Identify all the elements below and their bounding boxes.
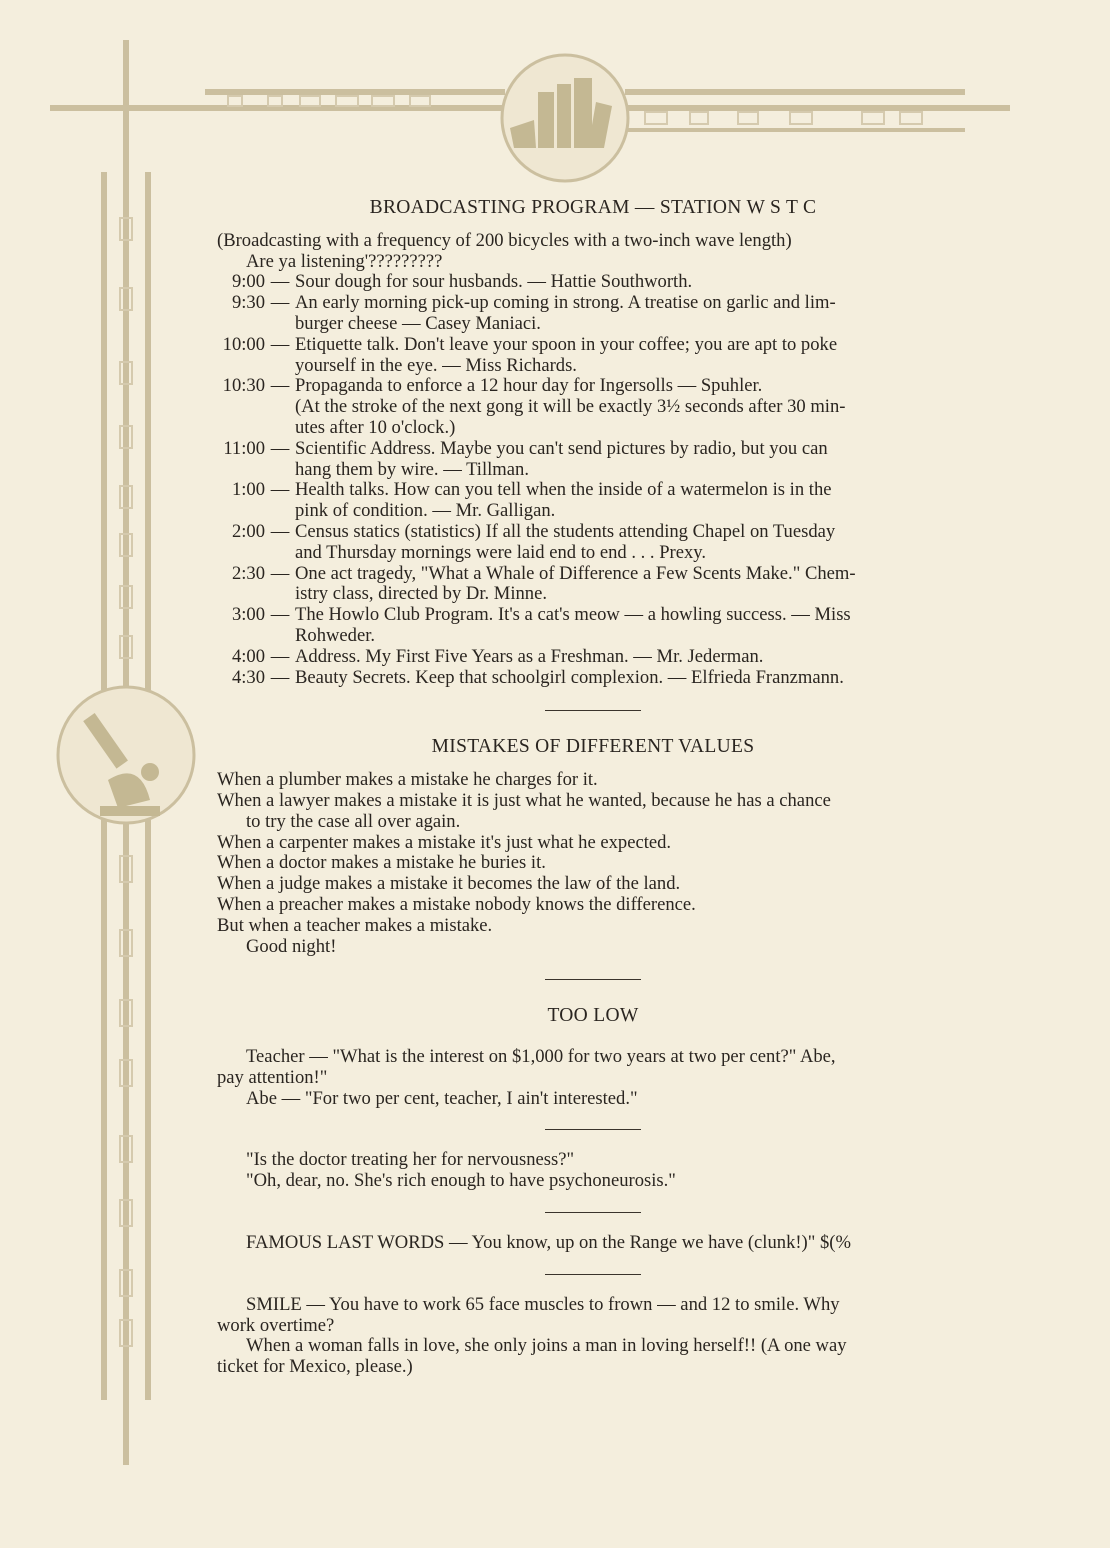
schedule-text: Census statics (statistics) If all the students attending Chapel on Tuesday (295, 520, 836, 542)
schedule-dash: — (270, 645, 290, 667)
schedule-time: 1:00 (231, 479, 265, 501)
nervous-line: "Oh, dear, no. She's rich enough to have psychoneurosis." (246, 1170, 676, 1192)
schedule-text: yourself in the eye. — Miss Richards. (295, 354, 577, 376)
schedule-text: Propaganda to enforce a 12 hour day for Ingersolls — Spuhler. (295, 375, 763, 397)
schedule-dash: — (270, 666, 290, 688)
mistakes-line: But when a teacher makes a mistake. (217, 914, 493, 936)
smile-line: work overtime? (217, 1314, 335, 1336)
schedule-row (217, 272, 969, 293)
mistakes-line: When a judge makes a mistake it becomes the law of the land. (217, 873, 681, 895)
broadcast-title: BROADCASTING PROGRAM — STATION W S T C (369, 197, 817, 218)
schedule-row (217, 605, 969, 626)
schedule-row (217, 376, 969, 397)
schedule-row (217, 543, 969, 564)
schedule-dash: — (270, 437, 290, 459)
smile-line: SMILE — You have to work 65 face muscles to frown — and 12 to smile. Why (246, 1293, 840, 1315)
schedule-time: 4:00 (231, 645, 265, 667)
schedule-row (217, 314, 969, 335)
smile-line: When a woman falls in love, she only joins a man in loving herself!! (A one way (246, 1335, 847, 1357)
schedule-dash: — (270, 271, 290, 293)
schedule-text: Etiquette talk. Don't leave your spoon in your coffee; you are apt to poke (295, 333, 838, 355)
schedule-text: Address. My First Five Years as a Freshman. — Mr. Jederman. (295, 645, 764, 667)
schedule-time: 10:00 (222, 333, 265, 355)
schedule-time: 2:00 (231, 520, 265, 542)
schedule-text: istry class, directed by Dr. Minne. (295, 583, 547, 605)
schedule-text: Sour dough for sour husbands. — Hattie Southworth. (295, 271, 693, 293)
schedule-time: 9:00 (231, 271, 265, 293)
schedule-row (217, 418, 969, 439)
schedule-row (217, 460, 969, 481)
schedule-text: utes after 10 o'clock.) (295, 416, 456, 438)
broadcast-listening: Are ya listening'????????? (246, 250, 443, 272)
too-low-line: pay attention!" (217, 1066, 328, 1088)
schedule-row (217, 480, 969, 501)
schedule-row (217, 397, 969, 418)
schedule-text: Health talks. How can you tell when the inside of a watermelon is in the (295, 479, 832, 501)
nervous-line: "Is the doctor treating her for nervousness?" (246, 1149, 575, 1171)
schedule-dash: — (270, 562, 290, 584)
schedule-row (217, 356, 969, 377)
schedule-time: 11:00 (223, 437, 265, 459)
schedule-text: Beauty Secrets. Keep that schoolgirl complexion. — Elfrieda Franzmann. (295, 666, 844, 688)
books-emblem (502, 55, 628, 181)
schedule-text: pink of condition. — Mr. Galligan. (295, 500, 556, 522)
mistakes-line: When a preacher makes a mistake nobody knows the difference. (217, 893, 696, 915)
schedule-row (217, 501, 969, 522)
schedule-row (217, 647, 969, 668)
mistakes-line: to try the case all over again. (246, 810, 461, 832)
page-content (217, 198, 969, 1378)
microscope-emblem (58, 687, 194, 823)
schedule-row (217, 439, 969, 460)
schedule-time: 9:30 (231, 292, 265, 314)
schedule-row (217, 335, 969, 356)
smile-line: ticket for Mexico, please.) (217, 1356, 413, 1378)
mistakes-line: When a lawyer makes a mistake it is just what he wanted, because he has a chance (217, 789, 831, 811)
schedule-time: 10:30 (222, 375, 265, 397)
schedule-dash: — (270, 520, 290, 542)
schedule-dash: — (270, 604, 290, 626)
broadcast-intro: (Broadcasting with a frequency of 200 bicycles with a two-inch wave length) (217, 229, 792, 251)
too-low-line: Teacher — "What is the interest on $1,000 for two years at two per cent?" Abe, (246, 1046, 836, 1068)
mistakes-line: When a carpenter makes a mistake it's just what he expected. (217, 831, 672, 853)
schedule-row (217, 522, 969, 543)
mistakes-line: When a plumber makes a mistake he charges for it. (217, 769, 598, 791)
schedule-row (217, 626, 969, 647)
mistakes-line: Good night! (246, 935, 337, 957)
mistakes-title: MISTAKES OF DIFFERENT VALUES (431, 736, 755, 758)
schedule-time: 2:30 (231, 562, 265, 584)
broadcast-schedule (217, 272, 969, 688)
schedule-row (217, 668, 969, 689)
schedule-dash: — (270, 292, 290, 314)
schedule-dash: — (270, 479, 290, 501)
schedule-text: (At the stroke of the next gong it will be exactly 3½ seconds after 30 min- (295, 396, 846, 418)
schedule-row (217, 293, 969, 314)
schedule-dash: — (270, 333, 290, 355)
schedule-text: An early morning pick-up coming in strong. A treatise on garlic and lim- (295, 292, 836, 314)
schedule-row (217, 564, 969, 585)
schedule-row (217, 584, 969, 605)
too-low-line: Abe — "For two per cent, teacher, I ain't interested." (246, 1087, 638, 1109)
mistakes-line: When a doctor makes a mistake he buries it. (217, 852, 546, 874)
schedule-text: One act tragedy, "What a Whale of Difference a Few Scents Make." Chem- (295, 562, 856, 584)
schedule-text: hang them by wire. — Tillman. (295, 458, 529, 480)
schedule-text: and Thursday mornings were laid end to end . . . Prexy. (295, 541, 707, 563)
schedule-text: The Howlo Club Program. It's a cat's meow — a howling success. — Miss (295, 604, 851, 626)
schedule-text: Rohweder. (295, 624, 376, 646)
schedule-dash: — (270, 375, 290, 397)
famous-last-words: FAMOUS LAST WORDS — You know, up on the Range we have (clunk!)" $(% (246, 1232, 851, 1254)
schedule-time: 4:30 (231, 666, 265, 688)
schedule-text: Scientific Address. Maybe you can't send pictures by radio, but you can (295, 437, 828, 459)
too-low-title: TOO LOW (547, 1005, 639, 1027)
schedule-time: 3:00 (231, 604, 265, 626)
schedule-text: burger cheese — Casey Maniaci. (295, 312, 541, 334)
